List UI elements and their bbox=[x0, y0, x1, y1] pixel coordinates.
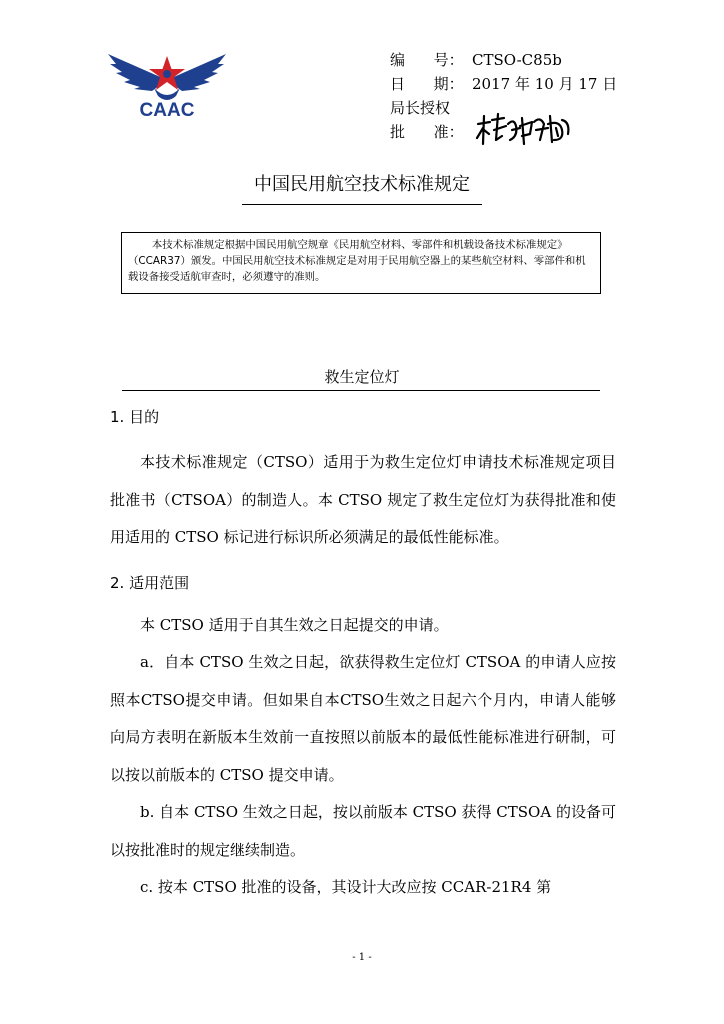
logo-text: CAAC bbox=[139, 100, 195, 120]
handwritten-signature bbox=[474, 110, 574, 150]
document-body bbox=[110, 407, 616, 907]
section-2-item-b: b. 自本 CTSO 生效之日起，按以前版本 CTSO 获得 CTSOA 的设备可以按批准时的规定继续制造。 bbox=[110, 803, 616, 859]
page-number: - 1 - bbox=[352, 952, 372, 963]
notice-text: 本技术标准规定根据中国民用航空规章《民用航空材料、零部件和机载设备技术标准规定》（CCAR37）颁发。中国民用航空技术标准规定是对用于民用航空器上的某些航空材料、零部件和机载设备接受适航审查时，必须遵守的准则。 bbox=[128, 239, 586, 283]
number-value: CTSO-C85b bbox=[472, 51, 562, 69]
section-2-item-c: c. 按本 CTSO 批准的设备，其设计大改应按 CCAR-21R4 第 bbox=[140, 878, 552, 896]
authorization-label: 局长授权 bbox=[390, 99, 451, 117]
date-value: 2017 年 10 月 17 日 bbox=[472, 75, 618, 93]
section-1-heading: 1. 目的 bbox=[110, 408, 160, 426]
meta-date-row bbox=[390, 72, 617, 96]
subject-underline bbox=[122, 390, 600, 391]
approval-label: 批 准： bbox=[390, 123, 464, 141]
caac-logo bbox=[106, 50, 228, 120]
notice-box bbox=[121, 232, 601, 294]
meta-number-row bbox=[390, 48, 617, 72]
title-underline bbox=[242, 204, 482, 205]
document-title: 中国民用航空技术标准规定 bbox=[254, 174, 470, 195]
section-2-heading: 2. 适用范围 bbox=[110, 573, 190, 592]
section-2-intro: 本 CTSO 适用于自其生效之日起提交的申请。 bbox=[140, 615, 449, 634]
subject-title: 救生定位灯 bbox=[324, 368, 400, 386]
section-1-paragraph: 本技术标准规定（CTSO）适用于为救生定位灯申请技术标准规定项目批准书（CTSOA）的制造人。本 CTSO 规定了救生定位灯为获得批准和使用适用的 CTSO 标记进行标识所必须满足的最低性能标准。 bbox=[110, 453, 616, 546]
number-label: 编 号： bbox=[390, 51, 464, 69]
section-2-item-a: a．自本 CTSO 生效之日起，欲获得救生定位灯 CTSOA 的申请人应按照本CTSO提交申请。但如果自本CTSO生效之日起六个月内，申请人能够向局方表明在新版本生效前一直按照以前版本的最低性能标准进行研制，可以按以前版本的 CTSO 提交申请。 bbox=[110, 653, 616, 784]
date-label: 日 期： bbox=[390, 75, 464, 93]
